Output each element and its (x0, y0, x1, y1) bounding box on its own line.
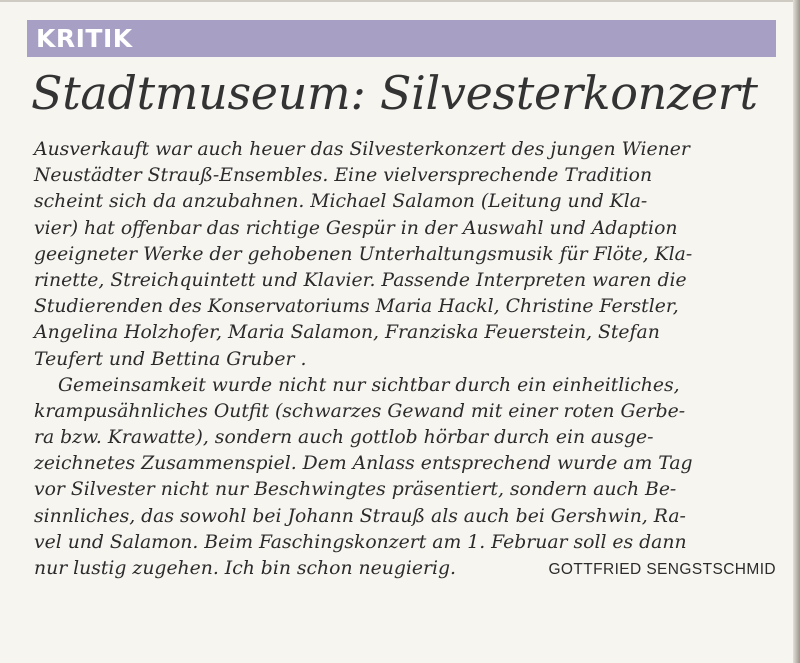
text-line: Gemeinsamkeit wurde nicht nur sichtbar durch ein einheitliches, (58, 374, 680, 396)
text-line: geeigneter Werke der gehobenen Unterhaltungsmusik für Flöte, Kla- (34, 243, 693, 265)
paragraph-2 (34, 373, 779, 583)
author-byline: GOTTFRIED SENGSTSCHMID (548, 561, 776, 578)
text-line: vel und Salamon. Beim Faschingskonzert am 1. Februar soll es dann (34, 531, 687, 553)
text-line: scheint sich da anzubahnen. Michael Salamon (Leitung und Kla- (34, 191, 648, 213)
text-line: vier) hat offenbar das richtige Gespür in der Auswahl und Adaption (34, 217, 678, 239)
text-line: vor Silvester nicht nur Beschwingtes präsentiert, sondern auch Be- (34, 479, 677, 501)
scan-edge-shadow (793, 0, 800, 663)
article-body (34, 137, 779, 582)
text-line: zeichnetes Zusammenspiel. Dem Anlass entsprechend wurde am Tag (34, 453, 693, 475)
top-border (0, 0, 800, 2)
paragraph-1 (34, 137, 779, 373)
text-line: Neustädter Strauß-Ensembles. Eine vielversprechende Tradition (34, 165, 653, 187)
article-headline: Stadtmuseum: Silvesterkonzert (31, 66, 758, 120)
text-line: krampusähnliches Outfit (schwarzes Gewand mit einer roten Gerbe- (34, 400, 686, 422)
text-line: Teufert und Bettina Gruber . (34, 348, 307, 370)
section-kicker: KRITIK (36, 24, 133, 53)
text-line: Ausverkauft war auch heuer das Silvesterkonzert des jungen Wiener (34, 139, 690, 160)
text-line: ra bzw. Krawatte), sondern auch gottlob hörbar durch ein ausge- (34, 427, 654, 449)
text-line: Angelina Holzhofer, Maria Salamon, Franziska Feuerstein, Stefan (34, 322, 660, 344)
text-line: sinnliches, das sowohl bei Johann Strauß als auch bei Gershwin, Ra- (34, 505, 686, 527)
final-line-row (34, 556, 776, 582)
section-bar (27, 20, 776, 57)
text-line: Studierenden des Konservatoriums Maria Hackl, Christine Ferstler, (34, 296, 679, 318)
text-line: nur lustig zugehen. Ich bin schon neugierig. (34, 558, 456, 579)
text-line: rinette, Streichquintett und Klavier. Passende Interpreten waren die (34, 269, 687, 291)
